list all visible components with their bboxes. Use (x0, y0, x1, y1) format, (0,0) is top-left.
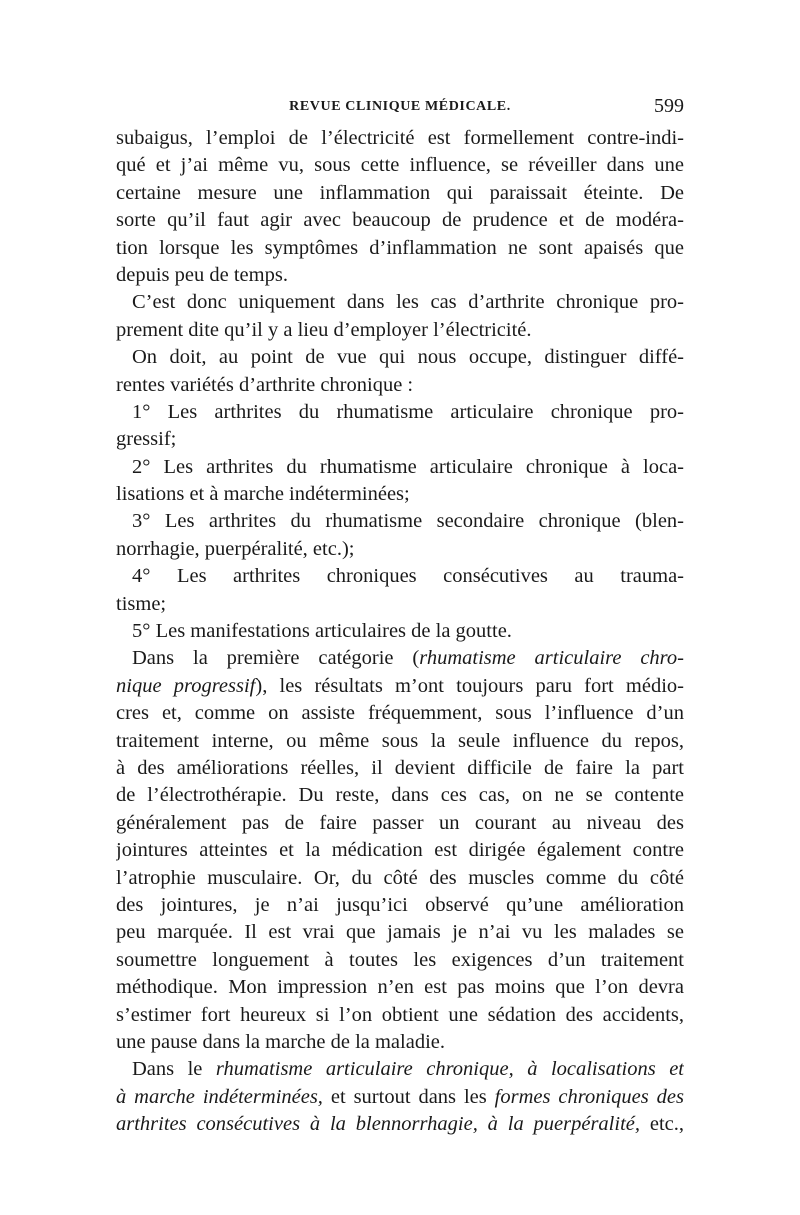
text-line (116, 1084, 684, 1111)
italic-span: rhumatisme articulaire chronique, à localisations et (215, 1058, 684, 1081)
italic-span: rhumatisme articulaire chro- (419, 647, 684, 670)
text-line: de l’électrothérapie. Du reste, dans ces cas, on ne se contente (116, 784, 684, 807)
text-line: C’est donc uniquement dans les cas d’arthrite chronique pro- (132, 291, 684, 314)
text-line: jointures atteintes et la médication est dirigée également contre (116, 839, 684, 862)
text-line: depuis peu de temps. (116, 263, 288, 286)
running-title: REVUE CLINIQUE MÉDICALE. (289, 99, 511, 114)
italic-span: arthrites consécutives à la blennorrhagie, à la puerpéralité, (116, 1113, 640, 1136)
page-header (116, 97, 684, 121)
text-line: certaine mesure une inflammation qui paraissait éteinte. De (116, 181, 684, 204)
text-line: s’estimer fort heureux si l’on obtient une sédation des accidents, (116, 1003, 684, 1026)
text-line: cres et, comme on assiste fréquemment, sous l’influence d’un (116, 702, 684, 725)
text-line: norrhagie, puerpéralité, etc.); (116, 537, 355, 560)
text-line: traitement interne, ou même sous la seule influence du repos, (116, 729, 684, 752)
text-line: tion lorsque les symptômes d’inflammation ne sont apaisés que (116, 236, 684, 259)
text-line: généralement pas de faire passer un courant au niveau des (116, 811, 684, 834)
text-line: subaigus, l’emploi de l’électricité est formellement contre-indi- (116, 127, 684, 149)
text-line: 5° Les manifestations articulaires de la goutte. (132, 620, 512, 643)
italic-span: à marche indéterminées, (116, 1085, 323, 1108)
body-text (116, 125, 684, 1138)
text-line: rentes variétés d’arthrite chronique : (116, 373, 414, 396)
text-line: qué et j’ai même vu, sous cette influence, se réveiller dans une (116, 154, 684, 177)
text-span: etc., (640, 1113, 684, 1136)
text-line (116, 1056, 684, 1083)
italic-span: formes chroniques des (494, 1085, 684, 1108)
text-line: peu marquée. Il est vrai que jamais je n’ai vu les malades se (116, 921, 684, 944)
text-line: à des améliorations réelles, il devient difficile de faire la part (116, 756, 684, 779)
page-number: 599 (654, 95, 684, 117)
text-line: gressif; (116, 428, 177, 451)
text-line (116, 673, 684, 700)
text-line: soumettre longuement à toutes les exigences d’un traitement (116, 948, 684, 971)
text-line: On doit, au point de vue qui nous occupe, distinguer diffé- (132, 346, 684, 369)
text-line: lisations et à marche indéterminées; (116, 483, 410, 506)
text-line (116, 1111, 684, 1138)
text-line: 1° Les arthrites du rhumatisme articulaire chronique pro- (132, 400, 684, 423)
text-line: méthodique. Mon impression n’en est pas moins que l’on devra (116, 976, 684, 999)
italic-span: nique progressif (116, 674, 256, 697)
text-line: prement dite qu’il y a lieu d’employer l’électricité. (116, 318, 532, 341)
text-line: 2° Les arthrites du rhumatisme articulaire chronique à loca- (132, 455, 684, 478)
text-line: une pause dans la marche de la maladie. (116, 1030, 445, 1053)
text-span: et surtout dans les (322, 1085, 495, 1108)
text-span: ), les résultats m’ont toujours paru fort médio- (255, 674, 684, 697)
text-line: 4° Les arthrites chroniques consécutives au trauma- (132, 565, 684, 588)
text-line (116, 645, 684, 672)
text-line: sorte qu’il faut agir avec beaucoup de prudence et de modéra- (116, 209, 684, 232)
text-span: Dans la première catégorie ( (132, 647, 420, 670)
text-line: des jointures, je n’ai jusqu’ici observé qu’une amélioration (116, 893, 684, 916)
text-line: l’atrophie musculaire. Or, du côté des muscles comme du côté (116, 866, 684, 889)
text-line: 3° Les arthrites du rhumatisme secondaire chronique (blen- (132, 510, 684, 533)
text-line: tisme; (116, 592, 167, 615)
text-span: Dans le (132, 1058, 216, 1081)
